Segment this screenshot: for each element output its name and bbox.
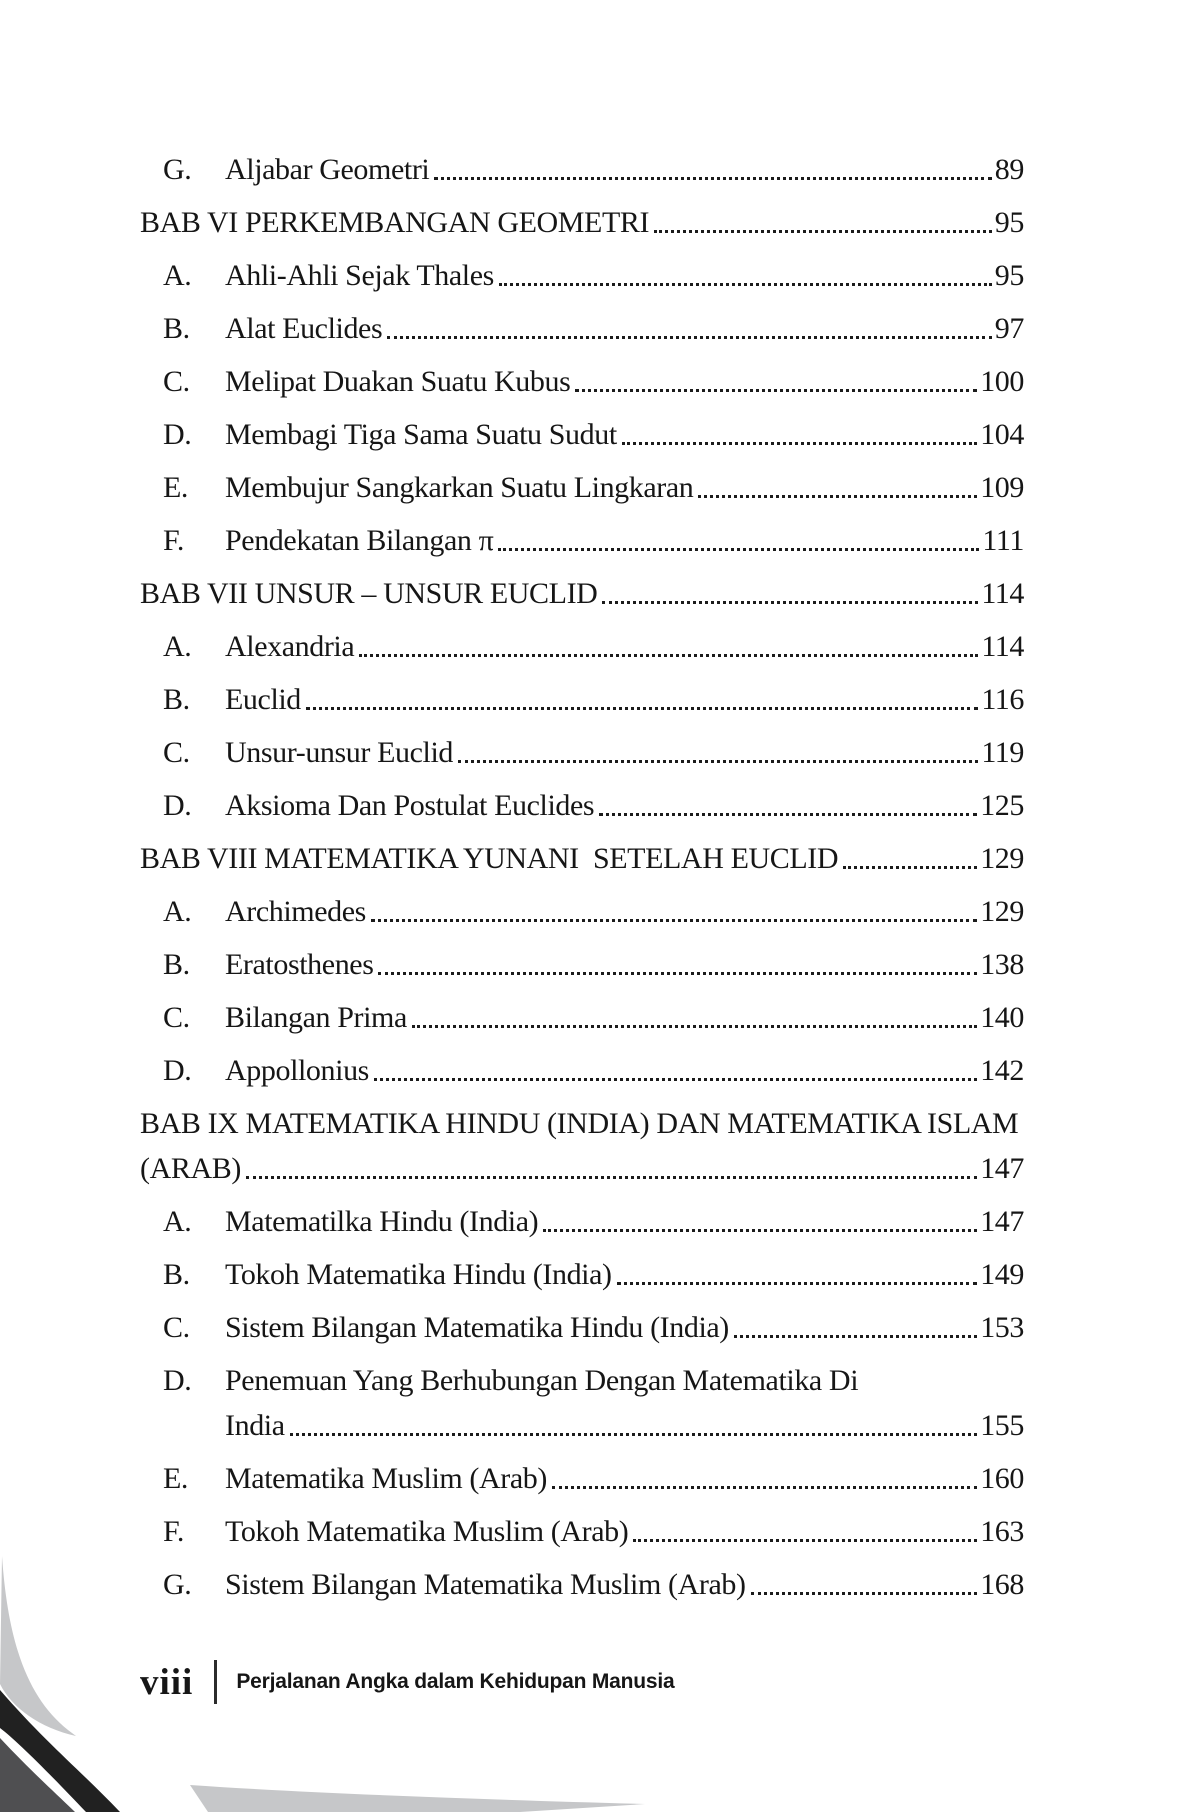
toc-entry-title: Ahli-Ahli Sejak Thales [225, 259, 494, 292]
toc-page-number: 160 [980, 1462, 1024, 1495]
toc-sub-entry [140, 1035, 1024, 1088]
toc-leader-dots [617, 1282, 978, 1285]
toc-leader-dots [575, 389, 977, 392]
toc-leader-dots [599, 813, 977, 816]
toc-entry-letter: G. [163, 1568, 192, 1601]
toc-page-number: 114 [981, 577, 1024, 610]
toc-entry-title: BAB VIII MATEMATIKA YUNANI SETELAH EUCLID [140, 842, 839, 875]
toc-leader-dots [306, 707, 978, 710]
toc-leader-dots [378, 972, 977, 975]
toc-chapter-entry [140, 823, 1024, 876]
toc-entry-letter: C. [163, 1001, 190, 1034]
toc-page-number: 109 [980, 471, 1024, 504]
toc-entry-title: Euclid [225, 683, 301, 716]
toc-sub-entry [140, 134, 1024, 187]
toc-entry-title: Alat Euclides [225, 312, 383, 345]
toc-sub-entry [140, 293, 1024, 346]
toc-leader-dots [751, 1592, 978, 1595]
toc-page-number: 125 [980, 789, 1024, 822]
toc-page-number: 155 [980, 1409, 1024, 1442]
toc-entry-title: Melipat Duakan Suatu Kubus [225, 365, 571, 398]
toc-sub-entry [140, 452, 1024, 505]
toc-page-number: 111 [982, 524, 1024, 557]
toc-entry-letter: C. [163, 365, 190, 398]
toc-entry-title: Archimedes [225, 895, 366, 928]
toc-page-number: 168 [980, 1568, 1024, 1601]
toc-leader-dots [622, 442, 977, 445]
toc-entry-title: Pendekatan Bilangan π [225, 524, 494, 557]
toc-entry-letter: B. [163, 1258, 190, 1291]
toc-entry-title: BAB VII UNSUR – UNSUR EUCLID [140, 577, 598, 610]
toc-entry-title: Bilangan Prima [225, 1001, 407, 1034]
toc-sub-entry [140, 346, 1024, 399]
toc-entry-letter: A. [163, 895, 192, 928]
footer-book-title: Perjalanan Angka dalam Kehidupan Manusia [236, 1670, 675, 1693]
toc-sub-entry [140, 1443, 1024, 1496]
toc-sub-entry [140, 717, 1024, 770]
toc-entry-letter: B. [163, 948, 190, 981]
toc-chapter-entry [140, 187, 1024, 240]
toc-leader-dots [412, 1025, 977, 1028]
toc-leader-dots [458, 760, 978, 763]
toc-leader-dots [246, 1176, 977, 1179]
toc-sub-entry [140, 1292, 1024, 1345]
toc-sub-entry [140, 664, 1024, 717]
toc-page-number: 147 [980, 1152, 1024, 1185]
toc-leader-dots [359, 654, 978, 657]
toc-page-number: 89 [994, 153, 1024, 186]
toc-page-number: 114 [981, 630, 1024, 663]
toc-sub-entry [140, 876, 1024, 929]
toc-page-number: 95 [994, 259, 1024, 292]
toc-sub-entry [140, 505, 1024, 558]
toc-page-number: 119 [981, 736, 1024, 769]
toc-page-number: 100 [980, 365, 1024, 398]
toc-entry-letter: D. [163, 1364, 192, 1397]
toc-entry-letter: A. [163, 259, 192, 292]
toc-entry-letter: C. [163, 736, 190, 769]
toc-entry-letter: E. [163, 1462, 189, 1495]
toc-sub-entry [140, 240, 1024, 293]
toc-entry-title: Alexandria [225, 630, 355, 663]
toc-entry-title: Aljabar Geometri [225, 153, 430, 186]
toc-leader-dots [698, 495, 977, 498]
toc-leader-dots [371, 919, 977, 922]
toc-entry-title: Membagi Tiga Sama Suatu Sudut [225, 418, 617, 451]
toc-entry-letter: D. [163, 418, 192, 451]
toc-page-number: 129 [980, 842, 1024, 875]
toc-entry-title: Appollonius [225, 1054, 369, 1087]
toc-entry-letter: C. [163, 1311, 190, 1344]
toc-page-number: 95 [994, 206, 1024, 239]
toc-entry-title: (ARAB) [140, 1152, 241, 1185]
toc-entry-title: BAB VI PERKEMBANGAN GEOMETRI [140, 206, 650, 239]
toc-page-number: 97 [994, 312, 1024, 345]
toc-sub-entry [140, 770, 1024, 823]
toc-leader-dots [552, 1486, 977, 1489]
toc-leader-dots [843, 866, 977, 869]
toc-leader-dots [498, 548, 979, 551]
corner-swoosh-decoration [0, 1532, 700, 1812]
toc-chapter-entry [140, 558, 1024, 611]
toc-leader-dots [499, 283, 992, 286]
toc-sub-entry [140, 1186, 1024, 1239]
toc-leader-dots [602, 601, 978, 604]
toc-entry-letter: A. [163, 630, 192, 663]
toc-entry-title: Tokoh Matematika Hindu (India) [225, 1258, 612, 1291]
toc-sub-entry [140, 1398, 1024, 1443]
toc-page-number: 138 [980, 948, 1024, 981]
toc-leader-dots [654, 230, 992, 233]
toc-entry-title: India [225, 1409, 285, 1442]
toc-entry-letter: F. [163, 524, 184, 557]
toc-sub-entry [140, 611, 1024, 664]
toc-entry-title: Membujur Sangkarkan Suatu Lingkaran [225, 471, 694, 504]
toc-entry-letter: E. [163, 471, 189, 504]
toc-leader-dots [290, 1433, 978, 1436]
toc-entry-title: Matematika Muslim (Arab) [225, 1462, 547, 1495]
toc-leader-dots [543, 1229, 977, 1232]
toc-leader-dots [734, 1335, 977, 1338]
toc-leader-dots [434, 177, 991, 180]
toc-sub-entry [140, 1239, 1024, 1292]
toc-page-number: 116 [981, 683, 1024, 716]
toc-page-number: 149 [980, 1258, 1024, 1291]
toc-leader-dots [374, 1078, 977, 1081]
toc-entry-letter: D. [163, 789, 192, 822]
toc-entry-title: Penemuan Yang Berhubungan Dengan Matematika Di [225, 1364, 859, 1397]
toc-entry-letter: A. [163, 1205, 192, 1238]
toc-chapter-entry [140, 1141, 1024, 1186]
toc-entry-title: Sistem Bilangan Matematika Hindu (India) [225, 1311, 729, 1344]
toc-entry-letter: D. [163, 1054, 192, 1087]
toc-entry-title: Unsur-unsur Euclid [225, 736, 453, 769]
toc-leader-dots [387, 336, 992, 339]
toc-page-number: 153 [980, 1311, 1024, 1344]
toc-entry-title: Tokoh Matematika Muslim (Arab) [225, 1515, 629, 1548]
toc-page-number: 104 [980, 418, 1024, 451]
toc-entry-title: Eratosthenes [225, 948, 374, 981]
footer-page-number: viii [140, 1661, 194, 1703]
toc-page-number: 129 [980, 895, 1024, 928]
toc-entry-letter: B. [163, 312, 190, 345]
toc-page-number: 163 [980, 1515, 1024, 1548]
toc-sub-entry [140, 399, 1024, 452]
toc-sub-entry [140, 1345, 1024, 1398]
toc-sub-entry [140, 982, 1024, 1035]
toc-page-number: 140 [980, 1001, 1024, 1034]
swoosh-bottom-sliver [190, 1785, 645, 1812]
table-of-contents [140, 134, 1024, 1602]
toc-page-number: 147 [980, 1205, 1024, 1238]
toc-entry-letter: B. [163, 683, 190, 716]
toc-page-number: 142 [980, 1054, 1024, 1087]
toc-sub-entry [140, 929, 1024, 982]
toc-chapter-entry [140, 1088, 1024, 1141]
toc-entry-title: Sistem Bilangan Matematika Muslim (Arab) [225, 1568, 746, 1601]
toc-entry-letter: F. [163, 1515, 184, 1548]
toc-entry-title: Aksioma Dan Postulat Euclides [225, 789, 595, 822]
toc-entry-title: Matematilka Hindu (India) [225, 1205, 539, 1238]
toc-entry-title: BAB IX MATEMATIKA HINDU (INDIA) DAN MATEMATIKA ISLAM [140, 1107, 1019, 1140]
toc-entry-letter: G. [163, 153, 192, 186]
